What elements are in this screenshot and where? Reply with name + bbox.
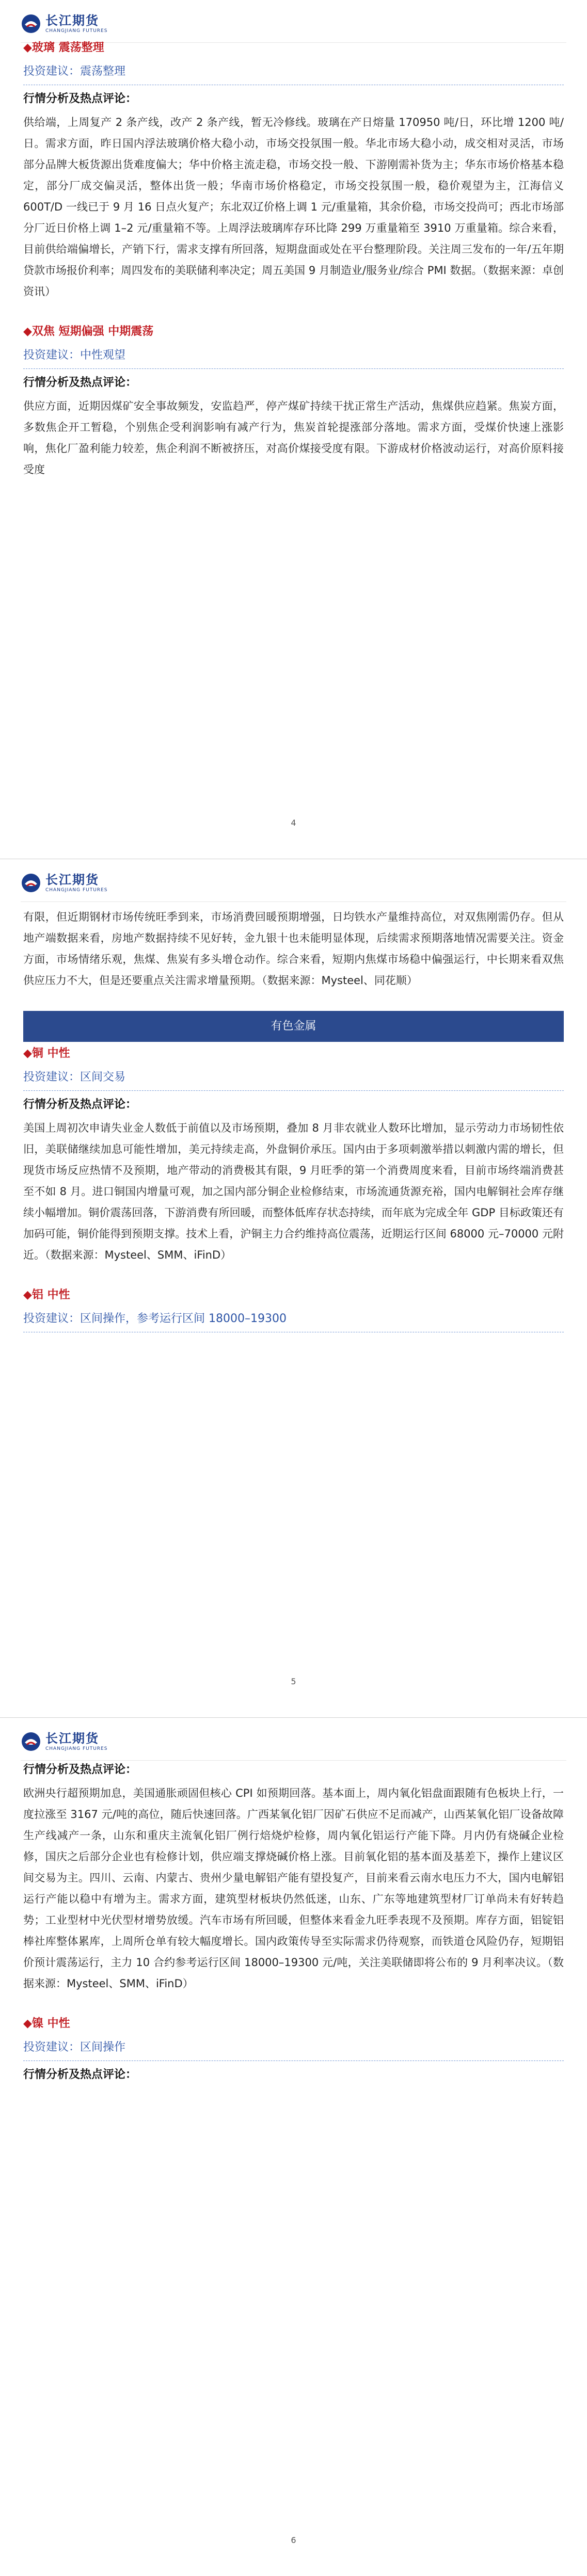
logo-icon (21, 13, 41, 34)
category-banner: 有色金属 (23, 1011, 564, 1042)
page-5 (0, 859, 587, 1717)
analysis-label: 行情分析及热点评论： (23, 1098, 137, 1111)
investment-advice: 投资建议：区间操作 (23, 2039, 564, 2061)
page-6 (0, 1717, 587, 2576)
logo-english-name: CHANGJIANG FUTURES (45, 888, 108, 893)
analysis-label: 行情分析及热点评论： (23, 2068, 137, 2081)
section-title: ◆玻璃 震荡整理 (23, 41, 104, 54)
analysis-label: 行情分析及热点评论： (23, 1763, 137, 1776)
logo-english-name: CHANGJIANG FUTURES (45, 1746, 108, 1751)
page-content (23, 907, 564, 1332)
logo-chinese-name: 长江期货 (45, 1731, 99, 1746)
analysis-paragraph: 供应方面，近期因煤矿安全事故频发，安监趋严，停产煤矿持续干扰正常生产活动，焦煤供应趋紧。焦炭方面，多数焦企开工暂稳，个别焦企受利润影响有减产行为，焦炭首轮提涨部分落地。需求方面，受煤价快速上涨影响，焦化厂盈利能力较差，焦企利润不断被挤压，对高价煤接受度有限。下游成材价格波动运行，对高价原料接受度 (23, 400, 564, 476)
section-aluminum (23, 1286, 564, 1332)
logo-icon (21, 873, 41, 893)
analysis-paragraph: 供给端，上周复产 2 条产线，改产 2 条产线，暂无冷修线。玻璃在产日熔量 170950 吨/日，环比增 1200 吨/日。需求方面，昨日国内浮法玻璃价格大稳小动，市场交投氛围一般。华北市场大稳小动，成交相对灵活，市场部分品牌大板货源出货难度偏大；华中价格主流走稳，市场交投一般、下游刚需补货为主；华东市场价格基本稳定，部分厂成交偏灵活，整体出货一般；华南市场价格稳定，市场交投氛围一般，稳价观望为主，江海信义 600T/D 一线已于 9 月 16 日点火复产；东北双辽价格上调 1 元/重量箱，其余价稳，市场交投尚可；西北市场部分厂近日价格上调 1–2 元/重量箱不等。上周浮法玻璃库存环比降 299 万重量箱至 3910 万重量箱。综合来看，目前供给端偏增长，产销下行，需求支撑有所回落，短期盘面或处在平台整理阶段。关注周三发布的一年/五年期贷款市场报价利率；周四发布的美联储利率决定；周五美国 9 月制造业/服务业/综合 PMI 数据。（数据来源：卓创资讯） (23, 116, 564, 298)
logo-chinese-name: 长江期货 (45, 872, 99, 887)
analysis-paragraph: 美国上周初次申请失业金人数低于前值以及市场预期，叠加 8 月非农就业人数环比增加，显示劳动力市场韧性依旧，美联储继续加息可能性增加，美元持续走高，外盘铜价承压。国内由于多项刺激举措以刺激内需的增长，但现货市场反应热情不及预期，地产带动的消费极其有限，9 月旺季的第一个消费周度来看，目前市场终端消费甚至不如 8 月。进口铜国内增量可观，加之国内部分铜企业检修结束，市场流通货源充裕，国内电解铜社会库存继续小幅增加。铜价震荡回落，下游消费有所回暖，而整体低库存状态持续，而年底为完成全年 GDP 目标政策还有加码可能，铜价能得到预期支撑。技术上看，沪铜主力合约维持高位震荡，近期运行区间 68000 元–70000 元附近。（数据来源：Mysteel、SMM、iFinD） (23, 1122, 564, 1261)
analysis-paragraph: 欧洲央行超预期加息，美国通胀顽固但核心 CPI 如预期回落。基本面上，周内氧化铝盘面跟随有色板块上行，一度拉涨至 3167 元/吨的高位，随后快速回落。广西某氧化铝厂因矿石供应不足而减产，山西某氧化铝厂设备故障生产线减产一条，山东和重庆主流氧化铝厂例行焙烧炉检修，周内氧化铝运行产能下降。月内仍有烧碱企业检修，国庆之后部分企业也有检修计划，供应端支撑烧碱价格上涨。目前氧化铝的基本面及基差下，操作上建议区间交易为主。四川、云南、内蒙古、贵州少量电解铝产能有望投复产，目前来看云南水电压力不大，国内电解铝运行产能以稳中有增为主。需求方面，建筑型材板块仍然低迷，山东、广东等地建筑型材厂订单尚未有好转趋势；工业型材中光伏型材增势放缓。汽车市场有所回暖，但整体来看金九旺季表现不及预期。库存方面，铝锭铝棒社库整体累库，上周所仓单有较大幅度增长。国内政策传导至实际需求仍待观察，而铁道仓风险仍存，短期铝价预计震荡运行，主力 10 合约参考运行区间 18000–19300 元/吨，关注美联储即将公布的 9 月利率决议。（数据来源：Mysteel、SMM、iFinD） (23, 1787, 564, 1990)
company-logo (21, 13, 107, 34)
continued-paragraph: 有限，但近期钢材市场传统旺季到来，市场消费回暖预期增强，日均铁水产量维持高位，对双焦刚需仍存。但从地产端数据来看，房地产数据持续不见好转，金九银十也未能明显体现，后续需求预期落地情况需要关注。资金方面，市场情绪乐观，焦煤、焦炭有多头增仓动作。综合来看，短期内焦煤市场稳中偏强运行，中长期来看双焦供应压力不大，但是还要重点关注需求增量预期。（数据来源：Mysteel、同花顺） (23, 911, 564, 987)
section-aluminum-continued (23, 1761, 564, 1994)
page-content (23, 39, 564, 480)
page-header (21, 871, 566, 902)
section-title: ◆双焦 短期偏强 中期震荡 (23, 325, 154, 338)
investment-advice: 投资建议：区间交易 (23, 1069, 564, 1091)
investment-advice: 投资建议：区间操作，参考运行区间 18000–19300 (23, 1310, 564, 1332)
company-logo (21, 1731, 107, 1752)
page-4 (0, 0, 587, 859)
page-number: 6 (291, 2535, 296, 2545)
section-title: ◆铜 中性 (23, 1047, 70, 1060)
investment-advice: 投资建议：震荡整理 (23, 63, 564, 85)
section-coking-coal (23, 323, 564, 480)
page-number: 5 (291, 1677, 296, 1686)
page-content (23, 1761, 564, 2084)
section-title: ◆镍 中性 (23, 2017, 70, 2030)
analysis-label: 行情分析及热点评论： (23, 92, 137, 105)
section-glass (23, 39, 564, 302)
page-number: 4 (291, 818, 296, 828)
page-header (21, 1729, 566, 1761)
section-title: ◆铝 中性 (23, 1289, 70, 1301)
company-logo (21, 873, 107, 893)
page-header (21, 11, 566, 43)
investment-advice: 投资建议：中性观望 (23, 347, 564, 369)
analysis-label: 行情分析及热点评论： (23, 376, 137, 389)
logo-chinese-name: 长江期货 (45, 13, 99, 28)
logo-english-name: CHANGJIANG FUTURES (45, 28, 108, 34)
section-nickel (23, 2015, 564, 2084)
logo-icon (21, 1731, 41, 1752)
section-copper (23, 1045, 564, 1266)
